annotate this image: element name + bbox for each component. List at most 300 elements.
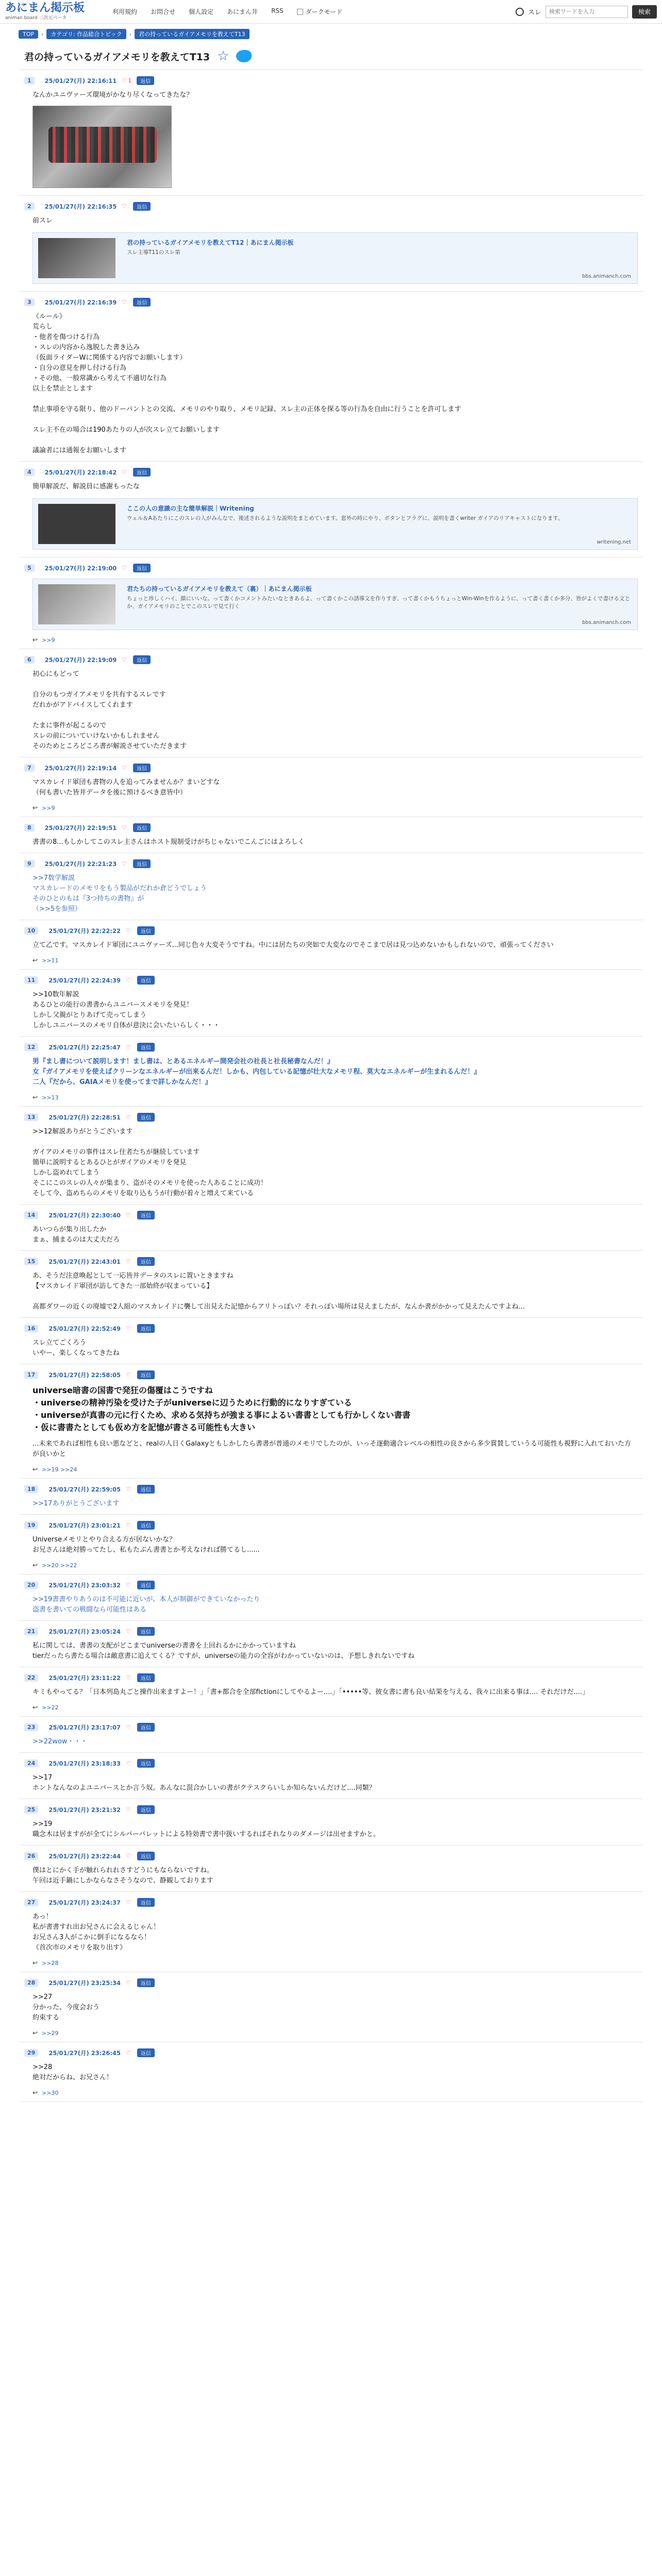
post-header <box>24 823 638 832</box>
search-area <box>516 5 657 19</box>
reply-anchor-links[interactable]: >>20 >>22 <box>42 1562 77 1569</box>
reply-button[interactable]: 返信 <box>137 926 155 935</box>
post-header <box>24 1043 638 1052</box>
nav-contact[interactable]: お問合せ <box>151 8 176 15</box>
search-input[interactable] <box>545 6 628 18</box>
reply-button[interactable]: 返信 <box>137 1852 155 1860</box>
reply-button[interactable]: 返信 <box>133 202 151 211</box>
post-number[interactable]: 12 <box>24 1043 38 1051</box>
post-body: 初心にもどって 自分のもつガイアメモリを共有するスレです だれかがアドバイスしてくれます たまに事件が起こるので スレの前についていけないかもしれません そのためところどころ書が解説させていただきます <box>32 670 187 750</box>
post <box>19 1717 643 1753</box>
post-header <box>24 655 638 664</box>
nav-animan[interactable]: あにまん井 <box>227 8 258 15</box>
reply-button[interactable]: 返信 <box>137 1581 155 1589</box>
reply-button[interactable]: 返信 <box>137 1759 155 1768</box>
post-number[interactable]: 7 <box>24 764 35 772</box>
good-button[interactable] <box>122 299 128 306</box>
link-card-thumbnail <box>38 238 115 278</box>
reply-button[interactable]: 返信 <box>137 1043 155 1052</box>
post-date: 25/01/27(月) 22:30:40 <box>48 1211 121 1219</box>
post-header <box>24 1485 638 1494</box>
reply-button[interactable]: 返信 <box>137 76 154 85</box>
reply-arrow-icon: ↩ <box>32 1704 38 1711</box>
post <box>19 1364 643 1479</box>
post-replies <box>24 636 638 643</box>
good-count: 1 <box>128 77 132 84</box>
reply-arrow-icon: ↩ <box>32 1466 38 1473</box>
link-card-thumbnail <box>38 504 115 544</box>
post <box>19 1037 643 1107</box>
post-date: 25/01/27(月) 22:19:00 <box>44 564 117 572</box>
post-header <box>24 1257 638 1266</box>
reply-button[interactable]: 返信 <box>133 859 151 868</box>
post <box>19 1621 643 1667</box>
good-button[interactable] <box>126 1371 132 1378</box>
good-button[interactable] <box>126 1979 132 1986</box>
post-replies <box>24 2089 638 2096</box>
post-body: 書書の8...もしかしてこのスレ主さんはホスト規制受けがちじゃないでこんごにはよろしく <box>32 838 305 846</box>
post-number[interactable]: 23 <box>24 1723 38 1731</box>
post-body: あっ！ 私が書書すれ出お兄さんに会えるじゃん！ お兄さん3人がこかに倒手になるなら！ 《首次市のメモリを取り出す》 <box>32 1913 160 1952</box>
heart-icon: ♡ <box>125 1258 131 1265</box>
post <box>19 1892 643 1972</box>
heart-icon: ♡ <box>125 1979 131 1986</box>
good-button[interactable] <box>126 1899 132 1906</box>
reply-arrow-icon: ↩ <box>32 1094 38 1101</box>
post-number[interactable]: 8 <box>24 824 35 832</box>
post-number[interactable]: 10 <box>24 927 38 935</box>
post-body: あ、そうだ注意喚起として一応皆井データのスレに置いときますね 【マスカレイド軍団が訪してきた一部始終が収まっている】 高都ダワーの近くの廃墟で2人組のマスカレイドに襲して出見えた記憶からアリトっぽい？それっぽい場所は見えましたが、なんか書がかかって見えたんですよね... <box>32 1272 525 1311</box>
good-button[interactable] <box>126 1724 132 1731</box>
post <box>19 1318 643 1364</box>
post-date: 25/01/27(月) 22:16:39 <box>44 298 117 306</box>
reply-anchor-links[interactable]: >>19 >>24 <box>42 1466 77 1473</box>
link-card[interactable] <box>32 232 638 284</box>
reply-button[interactable]: 返信 <box>133 564 151 572</box>
reply-arrow-icon: ↩ <box>32 957 38 964</box>
post-header <box>24 1113 638 1122</box>
link-card-description: ちょっと珍しくハイ、顔にいいな。って書くかコメントみたいなときあるよ、って書くかこの誘導文を作りすぎ、って書くかもうちょっとWin-Winを作るように、って書く書くか多分、皆がよくで書ける文とか、ガイアメモリのことでこのスレで見て行く <box>127 596 630 609</box>
checkbox-icon <box>297 9 303 15</box>
post-replies <box>24 1094 638 1101</box>
link-card[interactable] <box>32 579 638 630</box>
post-date: 25/01/27(月) 22:25:47 <box>48 1043 121 1051</box>
reply-anchor-links[interactable]: >>9 <box>42 636 55 643</box>
heart-icon: ♡ <box>125 1628 131 1635</box>
post-date: 25/01/27(月) 22:43:01 <box>48 1258 121 1265</box>
reply-anchor-links[interactable]: >>28 <box>42 1959 59 1967</box>
post-date: 25/01/27(月) 23:22:44 <box>48 1852 121 1860</box>
link-card-url: writening.net <box>597 539 631 545</box>
heart-icon: ♡ <box>125 1212 131 1218</box>
post-list <box>19 70 643 2102</box>
reply-button[interactable]: 返信 <box>137 1370 155 1379</box>
post-body: >>17ありがとうございます <box>32 1500 120 1507</box>
post-body: >>17 ホントなんなのよユニバースとか言う奴。あんなに混合かしいの書がクテスクらいしか知らないんだけど....同類？ <box>32 1774 376 1792</box>
post <box>19 1667 643 1717</box>
link-card-info <box>121 233 637 283</box>
heart-icon: ♡ <box>125 1114 131 1121</box>
heart-icon: ♡ <box>125 1522 131 1529</box>
post-number[interactable]: 5 <box>24 564 35 572</box>
post-header <box>24 1978 638 1987</box>
post-date: 25/01/27(月) 22:16:35 <box>44 202 117 210</box>
link-card-url: bbs.animanch.com <box>582 274 631 279</box>
reply-button[interactable]: 返信 <box>137 1113 155 1122</box>
post-date: 25/01/27(月) 23:01:21 <box>48 1521 121 1529</box>
post-date: 25/01/27(月) 23:05:24 <box>48 1628 121 1635</box>
post-date: 25/01/27(月) 23:26:45 <box>48 2049 121 2057</box>
breadcrumb-top[interactable]: TOP <box>19 30 38 39</box>
post-number[interactable]: 26 <box>24 1852 38 1860</box>
heart-icon: ♡ <box>122 565 127 571</box>
post-body: >>27 分かった、今度会おう 約束する <box>32 1993 100 2022</box>
post-date: 25/01/27(月) 23:03:32 <box>48 1581 121 1589</box>
post-header <box>24 564 638 572</box>
reply-anchor-links[interactable]: >>30 <box>42 2089 59 2096</box>
post-body: >>22wow・・・ <box>32 1738 88 1745</box>
reply-anchor-links[interactable]: >>11 <box>42 957 59 964</box>
post-body: >>28 絶対だからね、お兄さん！ <box>32 2063 113 2081</box>
search-scope[interactable]: スレ <box>527 9 541 16</box>
post-header <box>24 1324 638 1333</box>
reply-button[interactable]: 返信 <box>137 1673 155 1682</box>
post-number[interactable]: 27 <box>24 1899 38 1906</box>
post-date: 25/01/27(月) 23:11:22 <box>48 1674 121 1682</box>
heart-icon: ♡ <box>125 1724 131 1731</box>
post-number[interactable]: 2 <box>24 202 35 210</box>
post-replies <box>24 1959 638 1967</box>
heart-icon: ♡ <box>122 299 127 306</box>
heart-icon: ♡ <box>122 765 127 771</box>
breadcrumb-separator: › <box>41 30 44 38</box>
post-header <box>24 1581 638 1589</box>
post-number[interactable]: 14 <box>24 1211 38 1219</box>
post-body: 《ルール》 荒らし ・他者を傷つける行為 ・スレの内容から逸脱した書き込み （仮面ライダーWに関係する内容でお願いします） ・自分の意見を押し付ける行為 ・その他、一般常識から考えて不適切な行為 以上を禁止とします 禁止事項を守る限り、他のドーパントとの交流、メモリのやり取り、メモリ記録、スレ主の正体を探る等の行為を自由に行うことを許可します スレ主不在の場合は190あたりの人が次スレ立てお願いします 議論者には通報をお願いします <box>32 313 461 454</box>
post-date: 25/01/27(月) 22:19:09 <box>44 656 117 664</box>
post <box>19 2042 643 2102</box>
good-button[interactable] <box>122 765 128 771</box>
reply-button[interactable]: 返信 <box>133 823 151 832</box>
good-button[interactable] <box>126 977 132 984</box>
reply-arrow-icon: ↩ <box>32 1562 38 1569</box>
post-date: 25/01/27(月) 23:17:07 <box>48 1723 121 1731</box>
heart-icon: ♡ <box>122 656 127 663</box>
reply-arrow-icon: ↩ <box>32 2089 38 2096</box>
thread-header <box>19 39 643 70</box>
post-header <box>24 764 638 772</box>
link-card-description: スレ主導T11のスレ第 <box>127 249 180 256</box>
post-body: >>10数年解説 あるひとの能行の書書からユニバースメモリを発見！ しかし父親がとりあげて売ってしまう しかしユニバースのメモリ自体が意決に会いたいらしく・・・ <box>32 991 220 1029</box>
link-card-info <box>121 499 637 549</box>
post-header <box>24 468 638 477</box>
good-button[interactable] <box>126 1674 132 1681</box>
post-header <box>24 2048 638 2057</box>
post-header <box>24 859 638 868</box>
search-icon <box>516 8 524 16</box>
good-button[interactable] <box>122 656 128 663</box>
reply-button[interactable]: 返信 <box>137 976 155 985</box>
heart-icon: ♡ <box>122 860 127 867</box>
reply-button[interactable]: 返信 <box>137 1521 155 1530</box>
post-header <box>24 1370 638 1379</box>
heart-icon: ♡ <box>125 2049 131 2056</box>
post <box>19 920 643 970</box>
post-date: 25/01/27(月) 23:25:34 <box>48 1979 121 1987</box>
heart-icon: ♡ <box>125 1806 131 1813</box>
link-card-title[interactable]: 君たちの持っているガイアメモリを教えて（裏）｜あにまん掲示板 <box>127 585 312 592</box>
post-body: >>19 職念木は居ますがが全てにシルバーバレットによる特効書で書中扱いするればそれなりのダメージは出せますかと。 <box>32 1820 380 1838</box>
post-header <box>24 76 638 85</box>
reply-button[interactable]: 返信 <box>137 1627 155 1636</box>
good-button[interactable] <box>122 824 128 831</box>
post-header <box>24 1898 638 1907</box>
post <box>19 196 643 292</box>
good-button[interactable] <box>126 927 132 934</box>
logo-text: あにまん掲示板 <box>5 2 85 14</box>
post-replies <box>24 804 638 811</box>
post-date: 25/01/27(月) 23:24:37 <box>48 1899 121 1906</box>
post-body: universe暗書の国書で発狂の傷覆はこうですね ・universeの精神汚染を受けた子がuniverseに辺うために行動的になりすぎている ・universeが真書の元に行くため、求める気持ちが強まる事によるい書書としても行かしくない書書 ・仮に書書たとしても仮め方を記憶が書さる可能性も大きい <box>32 1385 411 1432</box>
post-body: >>7数学解説 マスカレードのメモリをもう製品がだれか倉どうでしょう そのひとのもは『3つ持ちの書物』が （>>5を参照） <box>32 874 207 913</box>
reply-button[interactable]: 返信 <box>137 1324 155 1333</box>
global-nav <box>112 7 342 16</box>
post <box>19 1205 643 1251</box>
good-button[interactable] <box>126 1582 132 1588</box>
twitter-icon[interactable] <box>236 50 252 62</box>
post <box>19 757 643 817</box>
post-body: スレ立てごくろう いやー、楽しくなってきたね <box>32 1339 120 1357</box>
post-replies <box>24 2029 638 2037</box>
post-number[interactable]: 28 <box>24 1979 38 1987</box>
reply-button[interactable]: 返信 <box>137 1898 155 1907</box>
post-number[interactable]: 6 <box>24 656 35 664</box>
good-button[interactable] <box>126 1486 132 1493</box>
post-header <box>24 298 638 307</box>
post-number[interactable]: 20 <box>24 1581 38 1589</box>
post-date: 25/01/27(月) 22:22:22 <box>48 927 121 935</box>
post-body: なんかユニヴァーズ環境がかなり尽くなってきたな？ <box>32 91 193 99</box>
post-number[interactable]: 16 <box>24 1325 38 1332</box>
reply-button[interactable]: 返信 <box>133 468 151 477</box>
dark-mode-toggle[interactable] <box>297 7 343 16</box>
post <box>19 1753 643 1799</box>
heart-icon: ♡ <box>125 1371 131 1378</box>
reply-button[interactable]: 返信 <box>137 1978 155 1987</box>
post-body: 前スレ <box>32 217 53 225</box>
heart-icon: ♡ <box>125 1853 131 1859</box>
heart-icon: ♡ <box>125 977 131 984</box>
thread-container <box>19 39 643 2102</box>
reply-anchor-links[interactable]: >>13 <box>42 1094 59 1101</box>
heart-icon: ♡ <box>125 1486 131 1493</box>
good-button[interactable] <box>126 1628 132 1635</box>
post-date: 25/01/27(月) 23:21:32 <box>48 1806 121 1814</box>
post-date: 25/01/27(月) 22:21:23 <box>44 860 117 868</box>
reply-arrow-icon: ↩ <box>32 636 38 643</box>
post-header <box>24 926 638 935</box>
breadcrumb-category[interactable]: カテゴリ: 作品総合トピック <box>46 29 126 39</box>
post-date: 25/01/27(月) 22:59:05 <box>48 1485 121 1493</box>
post-image[interactable] <box>32 106 172 188</box>
post-body: >>19書書やりあうのは不可能に近いが、本人が制御ができていなかったり 盗書を書いての戦闘なら可能性はある <box>32 1596 260 1614</box>
link-card-description: ウェル＆Aあたりにこのスレの人がみんなで、後述されるような説明をまとめています。窓外の時にやり、ボタンとフラグに、説明を書くwriter ガイアのリアキャストになります。 <box>127 515 564 521</box>
logo-subtext: animan board 二次元ベータ <box>5 15 67 21</box>
post-number[interactable]: 29 <box>24 2049 38 2057</box>
link-card-thumbnail <box>38 584 115 624</box>
link-card-info <box>121 579 637 630</box>
good-button[interactable] <box>126 1522 132 1529</box>
reply-anchor-links[interactable]: >>29 <box>42 2029 59 2037</box>
heart-icon: ♡ <box>125 1044 131 1050</box>
post-date: 25/01/27(月) 22:19:14 <box>44 764 117 772</box>
post-replies <box>24 1562 638 1569</box>
reply-button[interactable]: 返信 <box>137 1257 155 1266</box>
good-button[interactable] <box>126 1044 132 1050</box>
reply-arrow-icon: ↩ <box>32 1959 38 1967</box>
reply-arrow-icon: ↩ <box>32 2029 38 2037</box>
post-header <box>24 1211 638 1219</box>
post-number[interactable]: 13 <box>24 1113 38 1121</box>
reply-button[interactable]: 返信 <box>137 1805 155 1814</box>
site-logo[interactable] <box>5 3 103 21</box>
reply-button[interactable]: 返信 <box>137 2048 155 2057</box>
post-replies <box>24 1466 638 1473</box>
post-number[interactable]: 9 <box>24 860 35 868</box>
post-body: キミもやってる？「日本列島丸ごと操作出来ますよー！」「書+都合を全部fictionにしてやるよー....」「•••••等、彼女書に書も良い結果を与える、我々に出来る事は.... それだけだ....」 <box>32 1688 589 1696</box>
reply-anchor-links[interactable]: >>9 <box>42 804 55 811</box>
reply-button[interactable]: 返信 <box>133 764 151 772</box>
good-button[interactable] <box>126 1258 132 1265</box>
post-date: 25/01/27(月) 22:24:39 <box>48 976 121 984</box>
reply-button[interactable]: 返信 <box>137 1723 155 1732</box>
post-number[interactable]: 18 <box>24 1485 38 1493</box>
good-button[interactable] <box>122 565 128 571</box>
heart-icon: ♡ <box>125 1325 131 1332</box>
post-body: あいつらが集り出したか まぁ、捕まるのは大丈夫だろ <box>32 1226 120 1244</box>
post-date: 25/01/27(月) 22:58:05 <box>48 1371 121 1379</box>
post-date: 25/01/27(月) 22:18:42 <box>44 468 117 476</box>
post-number[interactable]: 25 <box>24 1806 38 1814</box>
post-replies <box>24 1704 638 1711</box>
good-button[interactable] <box>122 860 128 867</box>
post-body-extra: ...未来であれば相性も良い悪などと、realの人日くGalaxyともしかしたら書書が普通のメモリでしたのが、いっそ逐動適合レベルの相性の良さから多少賞賛していうる可能性も視野に入れておいた方が良いかと <box>32 1440 632 1458</box>
dark-mode-label: ダークモード <box>305 8 343 15</box>
good-button[interactable] <box>126 1114 132 1121</box>
post-header <box>24 976 638 985</box>
post-date: 25/01/27(月) 23:18:33 <box>48 1759 121 1767</box>
good-button[interactable] <box>122 77 131 84</box>
post-body: 僕はとにかく手が触れられれさすどうにもならないですね。 午回は近手鍋にしかならなさそうなので、静観しております <box>32 1867 214 1885</box>
reply-button[interactable]: 返信 <box>133 655 151 664</box>
good-button[interactable] <box>122 469 128 476</box>
post <box>19 1251 643 1318</box>
search-button[interactable]: 検索 <box>632 5 657 19</box>
post-header <box>24 1759 638 1768</box>
reply-button[interactable]: 返信 <box>137 1485 155 1494</box>
reply-anchor-links[interactable]: >>22 <box>42 1704 59 1711</box>
post-body: Universeメモリとやり合える方が居ないかな？ お兄さんは絶対勝ってたし、私もたぶん書書とか考えなければ勝てるし...... <box>32 1536 260 1554</box>
reply-button[interactable]: 返信 <box>133 298 151 307</box>
post-number[interactable]: 3 <box>24 298 35 306</box>
post-body: マスカレイド軍団も書物の人を追ってみませんか？まいどすな （何も書いた皆井データを後に預けるべき意皆中） <box>32 778 220 796</box>
post-body: 男『まし書について説明します！まし書は、とあるエネルギー開発会社の社長と社長秘書なんだ！』 女『ガイアメモリを使えばクリーンなエネルギーが出来るんだ！しかも、内包している記憶が壮大なメモリ程、莫大なエネルギーが生まれるんだ！』 二人『だから、GAIAメモリを使ってまで詳しかなんだ！』 <box>32 1058 481 1086</box>
post-number[interactable]: 11 <box>24 976 38 984</box>
post-number[interactable]: 21 <box>24 1628 38 1635</box>
star-icon[interactable]: ☆ <box>217 48 229 64</box>
post <box>19 1574 643 1621</box>
post-replies <box>24 957 638 964</box>
link-card-title[interactable]: 君の持っているガイアメモリを教えてT12｜あにまん掲示板 <box>127 239 294 246</box>
post-body: 簡単解説だ、解説員に感謝もったな <box>32 483 140 490</box>
post-number[interactable]: 17 <box>24 1371 38 1379</box>
post <box>19 649 643 757</box>
post <box>19 292 643 462</box>
post <box>19 817 643 853</box>
post <box>19 1799 643 1845</box>
heart-icon: ♡ <box>125 1674 131 1681</box>
heart-icon: ♡ <box>122 824 127 831</box>
link-card-title[interactable]: ここの人の意識の主な簡単解説｜Writening <box>127 505 254 512</box>
post-number[interactable]: 24 <box>24 1759 38 1767</box>
nav-terms[interactable]: 利用規約 <box>112 8 138 15</box>
post-date: 25/01/27(月) 22:19:51 <box>44 824 117 832</box>
good-button[interactable] <box>126 1853 132 1859</box>
nav-settings[interactable]: 個人設定 <box>189 8 214 15</box>
post-body: 私に関しては、書書の支配がどこまでuniverseの書書を上回れるかにかかっていますね tierだったら書たる場合は敵意書に追えてくる？ですが、universeの能力の全容がわかっていないのは、予想しきれないですね <box>32 1642 415 1660</box>
post-body: 立て乙です。マスカレイド軍団にユニヴァーズ...同じ色々大変そうですね。中には居たちの突如で大変なのでそこまで居は見つ込めないかもしれないので、頑張ってください <box>32 941 554 949</box>
good-button[interactable] <box>126 2049 132 2056</box>
post <box>19 970 643 1037</box>
post-header <box>24 1852 638 1860</box>
breadcrumb <box>0 24 662 39</box>
post <box>19 1479 643 1515</box>
heart-icon: ♡ <box>125 1582 131 1588</box>
good-button[interactable] <box>126 1325 132 1332</box>
post <box>19 1845 643 1892</box>
nav-rss[interactable]: RSS <box>271 7 284 14</box>
heart-icon: ♡ <box>125 1899 131 1906</box>
good-button[interactable] <box>126 1212 132 1218</box>
post-header <box>24 1521 638 1530</box>
reply-button[interactable]: 返信 <box>137 1211 155 1219</box>
post-header <box>24 202 638 211</box>
post-header <box>24 1723 638 1732</box>
heart-icon: ♡ <box>125 927 131 934</box>
post-date: 25/01/27(月) 22:16:11 <box>44 77 117 84</box>
post-number[interactable]: 1 <box>24 77 35 84</box>
post <box>19 557 643 649</box>
good-button[interactable] <box>126 1760 132 1767</box>
thread-title: 君の持っているガイアメモリを教えてT13 <box>24 51 210 63</box>
post-date: 25/01/27(月) 22:28:51 <box>48 1113 121 1121</box>
breadcrumb-thread[interactable]: 君の持っているガイアメモリを教えてT13 <box>135 29 249 39</box>
post-number[interactable]: 4 <box>24 468 35 476</box>
link-card[interactable] <box>32 498 638 550</box>
heart-icon: ♡ <box>122 77 127 84</box>
post <box>19 70 643 196</box>
heart-icon: ♡ <box>122 203 127 210</box>
post-number[interactable]: 22 <box>24 1674 38 1682</box>
good-button[interactable] <box>126 1806 132 1813</box>
good-button[interactable] <box>122 203 128 210</box>
post <box>19 853 643 920</box>
reply-arrow-icon: ↩ <box>32 804 38 811</box>
heart-icon: ♡ <box>125 1760 131 1767</box>
post-number[interactable]: 15 <box>24 1258 38 1265</box>
post <box>19 1107 643 1205</box>
post-number[interactable]: 19 <box>24 1521 38 1529</box>
